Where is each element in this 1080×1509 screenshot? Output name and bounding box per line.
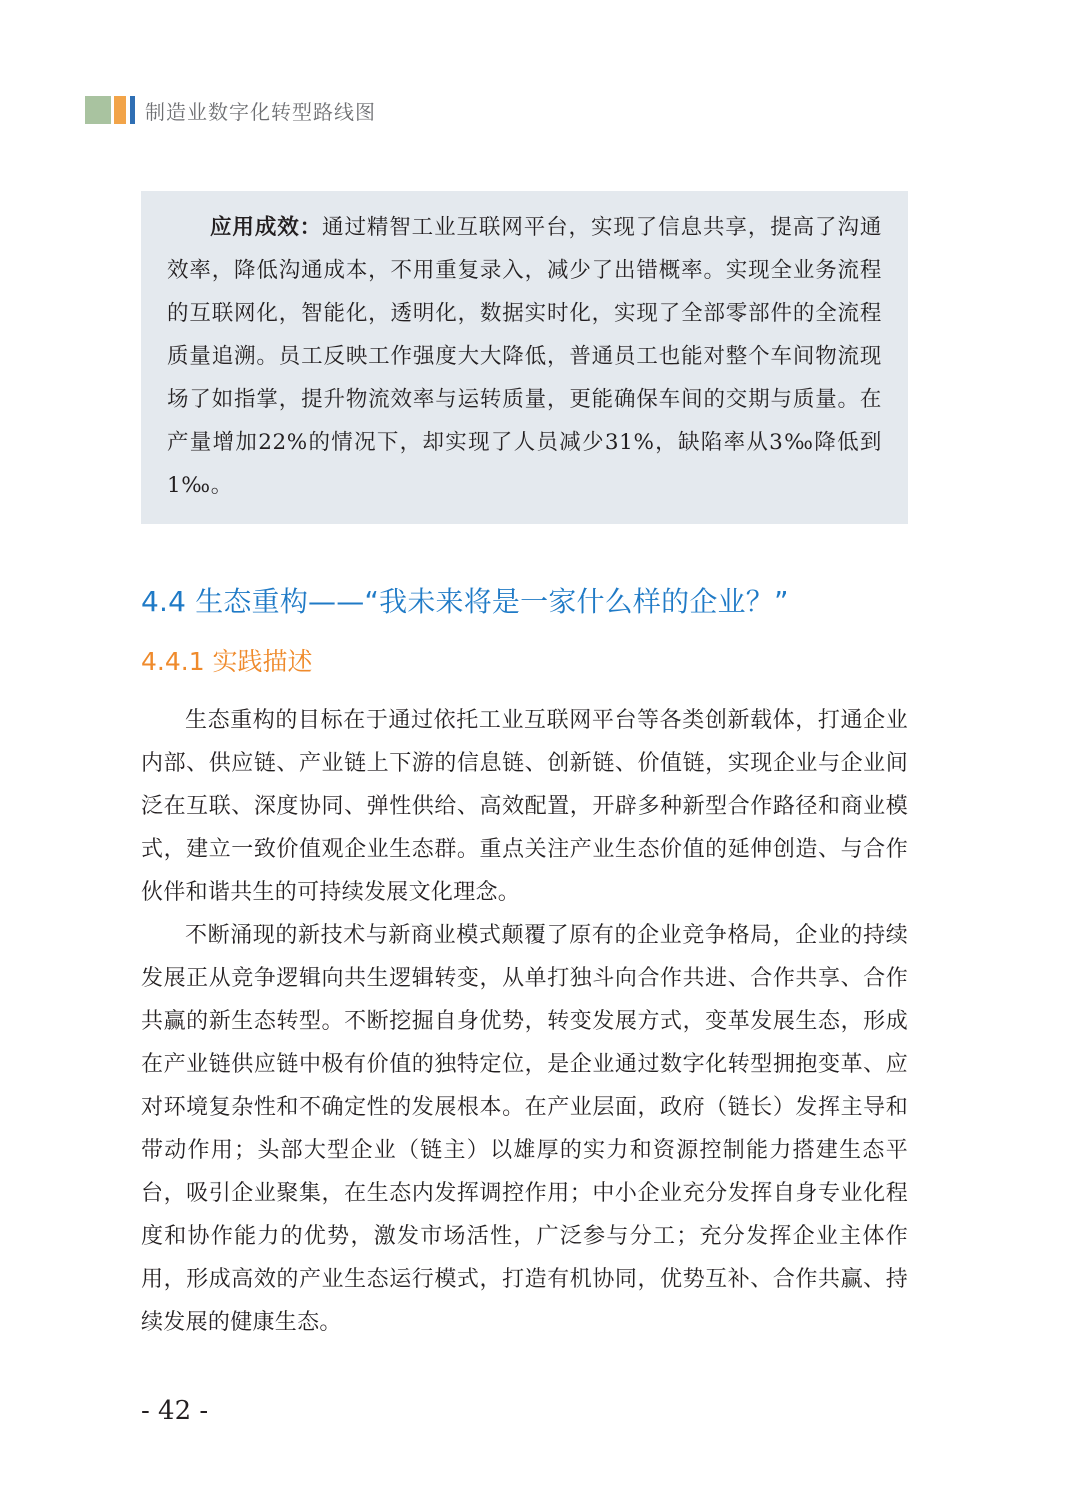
header-orange-block xyxy=(114,96,126,124)
callout-paragraph xyxy=(167,206,882,507)
paragraph-1: 生态重构的目标在于通过依托工业互联网平台等各类创新载体，打通企业内部、供应链、产业链上下游的信息链、创新链、价值链，实现企业与企业间泛在互联、深度协同、弹性供给、高效配置，开辟多种新型合作路径和商业模式，建立一致价值观企业生态群。重点关注产业生态价值的延伸创造、与合作伙伴和谐共生的可持续发展文化理念。 xyxy=(141,708,908,905)
header-green-block xyxy=(85,96,111,124)
body-text xyxy=(141,699,908,1344)
running-header xyxy=(85,95,376,125)
paragraph-2: 不断涌现的新技术与新商业模式颠覆了原有的企业竞争格局，企业的持续发展正从竞争逻辑向共生逻辑转变，从单打独斗向合作共进、合作共享、合作共赢的新生态转型。不断挖掘自身优势，转变发展方式，变革发展生态，形成在产业链供应链中极有价值的独特定位，是企业通过数字化转型拥抱变革、应对环境复杂性和不确定性的发展根本。在产业层面，政府（链长）发挥主导和带动作用；头部大型企业（链主）以雄厚的实力和资源控制能力搭建生态平台，吸引企业聚集，在生态内发挥调控作用；中小企业充分发挥自身专业化程度和协作能力的优势，激发市场活性，广泛参与分工；充分发挥企业主体作用，形成高效的产业生态运行模式，打造有机协同，优势互补、合作共赢、持续发展的健康生态。 xyxy=(141,923,908,1335)
callout-text: 通过精智工业互联网平台，实现了信息共享，提高了沟通效率，降低沟通成本，不用重复录入，减少了出错概率。实现全业务流程的互联网化，智能化，透明化，数据实时化，实现了全部零部件的全流程质量追溯。员工反映工作强度大大降低，普通员工也能对整个车间物流现场了如指掌，提升物流效率与运转质量，更能确保车间的交期与质量。在产量增加22%的情况下，却实现了人员减少31%，缺陷率从3‰降低到1‰。 xyxy=(167,215,882,498)
page-number: - 42 - xyxy=(141,1396,209,1426)
section-heading: 4.4 生态重构——“我未来将是一家什么样的企业？” xyxy=(141,585,789,618)
header-title: 制造业数字化转型路线图 xyxy=(145,99,376,124)
header-blue-bar xyxy=(130,96,135,124)
subsection-heading: 4.4.1 实践描述 xyxy=(141,647,313,676)
callout-label: 应用成效： xyxy=(210,215,323,240)
results-callout-box xyxy=(141,191,908,524)
